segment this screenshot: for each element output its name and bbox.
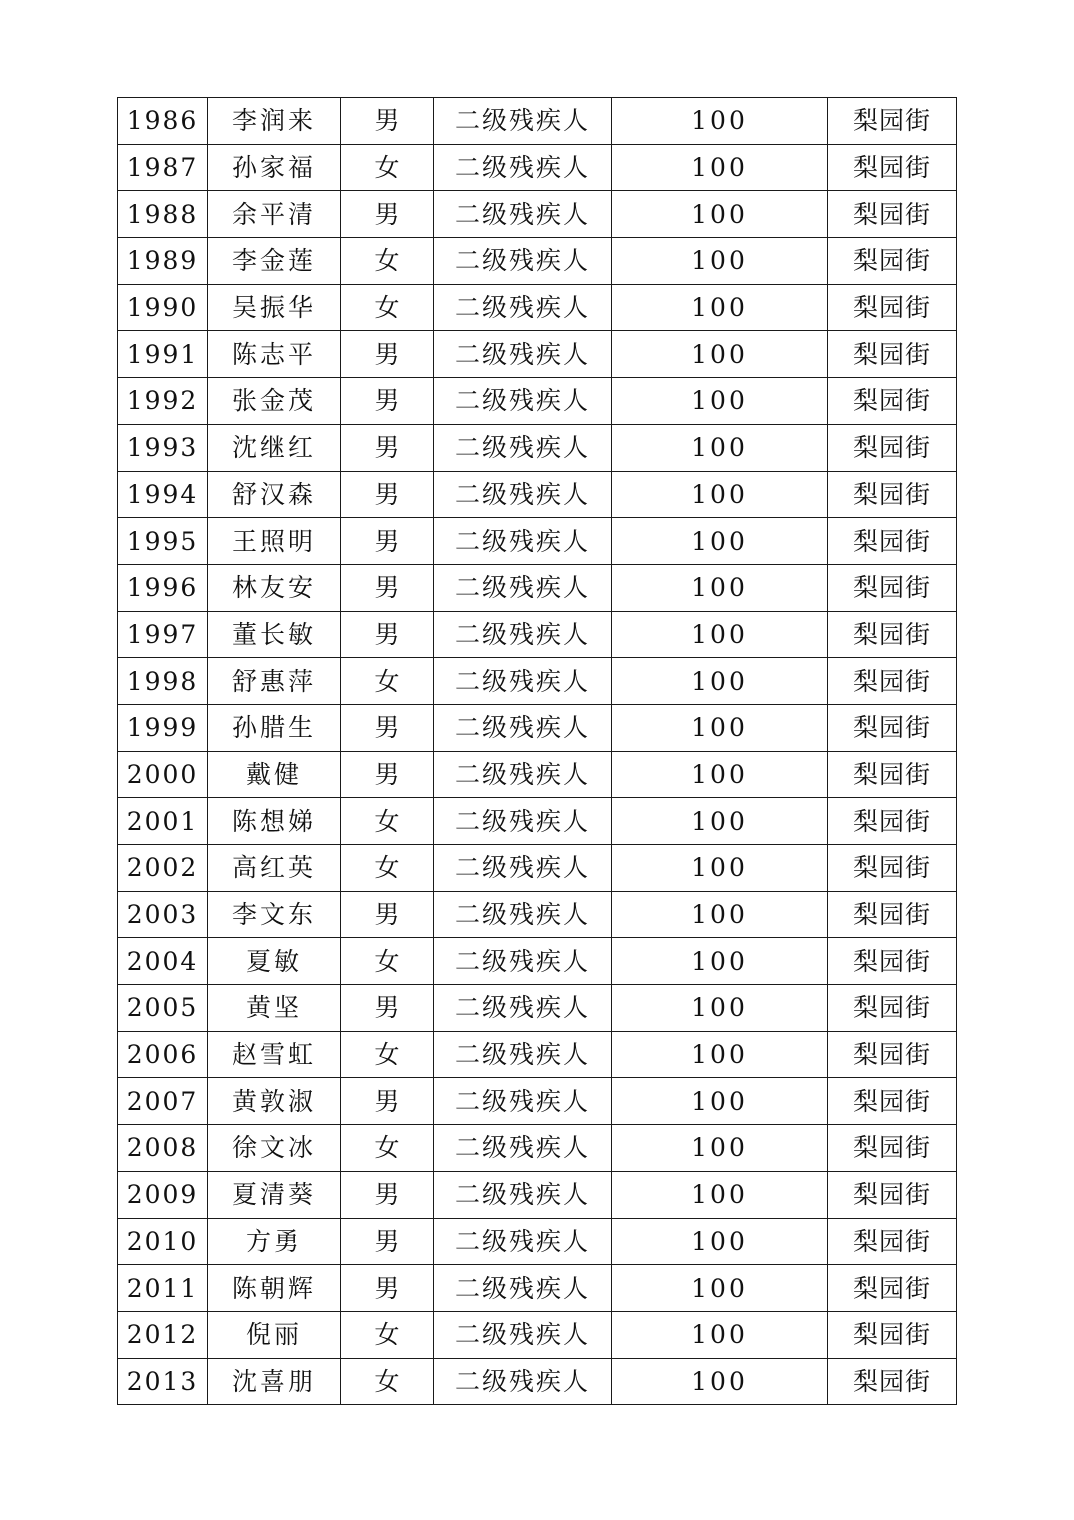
cell-disability-level: 二级残疾人 — [434, 238, 612, 285]
cell-street: 梨园街 — [828, 1078, 957, 1125]
cell-disability-level: 二级残疾人 — [434, 518, 612, 565]
cell-name: 方勇 — [208, 1218, 341, 1265]
cell-amount: 100 — [612, 798, 828, 845]
cell-gender: 女 — [341, 798, 434, 845]
table-row — [118, 518, 957, 565]
cell-disability-level: 二级残疾人 — [434, 1031, 612, 1078]
roster-table-body — [118, 98, 957, 1405]
cell-amount: 100 — [612, 1031, 828, 1078]
cell-name: 夏清葵 — [208, 1171, 341, 1218]
cell-amount: 100 — [612, 658, 828, 705]
cell-name: 余平清 — [208, 191, 341, 238]
table-row — [118, 1265, 957, 1312]
cell-street: 梨园街 — [828, 938, 957, 985]
cell-number: 2006 — [118, 1031, 208, 1078]
cell-name: 戴健 — [208, 751, 341, 798]
cell-number: 1990 — [118, 284, 208, 331]
cell-street: 梨园街 — [828, 564, 957, 611]
cell-gender: 女 — [341, 1311, 434, 1358]
cell-amount: 100 — [612, 191, 828, 238]
cell-gender: 女 — [341, 1031, 434, 1078]
table-row — [118, 1031, 957, 1078]
cell-street: 梨园街 — [828, 1265, 957, 1312]
cell-number: 1995 — [118, 518, 208, 565]
cell-gender: 男 — [341, 1218, 434, 1265]
cell-amount: 100 — [612, 704, 828, 751]
cell-disability-level: 二级残疾人 — [434, 1078, 612, 1125]
cell-disability-level: 二级残疾人 — [434, 144, 612, 191]
cell-amount: 100 — [612, 98, 828, 145]
table-row — [118, 704, 957, 751]
table-row — [118, 845, 957, 892]
cell-disability-level: 二级残疾人 — [434, 284, 612, 331]
cell-name: 倪丽 — [208, 1311, 341, 1358]
cell-amount: 100 — [612, 845, 828, 892]
cell-amount: 100 — [612, 284, 828, 331]
cell-disability-level: 二级残疾人 — [434, 751, 612, 798]
cell-street: 梨园街 — [828, 331, 957, 378]
cell-amount: 100 — [612, 238, 828, 285]
cell-name: 舒汉森 — [208, 471, 341, 518]
cell-street: 梨园街 — [828, 891, 957, 938]
cell-amount: 100 — [612, 1358, 828, 1405]
cell-amount: 100 — [612, 424, 828, 471]
table-row — [118, 1125, 957, 1172]
table-row — [118, 144, 957, 191]
cell-gender: 男 — [341, 704, 434, 751]
cell-disability-level: 二级残疾人 — [434, 1171, 612, 1218]
cell-gender: 男 — [341, 1078, 434, 1125]
cell-disability-level: 二级残疾人 — [434, 985, 612, 1032]
cell-name: 王照明 — [208, 518, 341, 565]
cell-name: 沈继红 — [208, 424, 341, 471]
cell-disability-level: 二级残疾人 — [434, 658, 612, 705]
cell-number: 2000 — [118, 751, 208, 798]
cell-street: 梨园街 — [828, 424, 957, 471]
cell-gender: 女 — [341, 1125, 434, 1172]
cell-gender: 男 — [341, 471, 434, 518]
cell-street: 梨园街 — [828, 1171, 957, 1218]
cell-street: 梨园街 — [828, 658, 957, 705]
cell-street: 梨园街 — [828, 144, 957, 191]
cell-street: 梨园街 — [828, 845, 957, 892]
cell-number: 2011 — [118, 1265, 208, 1312]
cell-amount: 100 — [612, 378, 828, 425]
cell-gender: 女 — [341, 658, 434, 705]
cell-name: 黄敦淑 — [208, 1078, 341, 1125]
cell-number: 2002 — [118, 845, 208, 892]
cell-name: 陈想娣 — [208, 798, 341, 845]
cell-number: 2008 — [118, 1125, 208, 1172]
table-row — [118, 751, 957, 798]
cell-street: 梨园街 — [828, 751, 957, 798]
cell-name: 徐文冰 — [208, 1125, 341, 1172]
cell-name: 舒惠萍 — [208, 658, 341, 705]
table-row — [118, 798, 957, 845]
cell-street: 梨园街 — [828, 985, 957, 1032]
cell-gender: 男 — [341, 424, 434, 471]
cell-disability-level: 二级残疾人 — [434, 845, 612, 892]
cell-name: 黄坚 — [208, 985, 341, 1032]
cell-amount: 100 — [612, 985, 828, 1032]
cell-gender: 男 — [341, 611, 434, 658]
cell-gender: 男 — [341, 1265, 434, 1312]
cell-street: 梨园街 — [828, 518, 957, 565]
cell-amount: 100 — [612, 891, 828, 938]
cell-number: 2003 — [118, 891, 208, 938]
table-row — [118, 1218, 957, 1265]
cell-number: 2010 — [118, 1218, 208, 1265]
cell-amount: 100 — [612, 518, 828, 565]
cell-gender: 男 — [341, 891, 434, 938]
cell-disability-level: 二级残疾人 — [434, 424, 612, 471]
cell-number: 2007 — [118, 1078, 208, 1125]
cell-street: 梨园街 — [828, 1218, 957, 1265]
cell-amount: 100 — [612, 471, 828, 518]
cell-name: 董长敏 — [208, 611, 341, 658]
cell-gender: 男 — [341, 331, 434, 378]
cell-number: 2001 — [118, 798, 208, 845]
table-row — [118, 891, 957, 938]
cell-street: 梨园街 — [828, 98, 957, 145]
cell-amount: 100 — [612, 611, 828, 658]
cell-number: 1998 — [118, 658, 208, 705]
cell-street: 梨园街 — [828, 611, 957, 658]
cell-gender: 男 — [341, 191, 434, 238]
cell-gender: 男 — [341, 98, 434, 145]
cell-name: 高红英 — [208, 845, 341, 892]
cell-disability-level: 二级残疾人 — [434, 1125, 612, 1172]
cell-number: 2012 — [118, 1311, 208, 1358]
cell-disability-level: 二级残疾人 — [434, 1311, 612, 1358]
cell-name: 孙腊生 — [208, 704, 341, 751]
cell-gender: 女 — [341, 938, 434, 985]
cell-number: 2004 — [118, 938, 208, 985]
cell-amount: 100 — [612, 751, 828, 798]
cell-number: 1988 — [118, 191, 208, 238]
cell-disability-level: 二级残疾人 — [434, 704, 612, 751]
cell-name: 孙家福 — [208, 144, 341, 191]
cell-gender: 男 — [341, 985, 434, 1032]
roster-table — [117, 97, 957, 1405]
table-row — [118, 985, 957, 1032]
cell-number: 1996 — [118, 564, 208, 611]
table-row — [118, 331, 957, 378]
table-row — [118, 1311, 957, 1358]
table-row — [118, 611, 957, 658]
cell-amount: 100 — [612, 1218, 828, 1265]
cell-street: 梨园街 — [828, 284, 957, 331]
table-row — [118, 98, 957, 145]
cell-number: 2013 — [118, 1358, 208, 1405]
cell-amount: 100 — [612, 1311, 828, 1358]
cell-street: 梨园街 — [828, 471, 957, 518]
cell-name: 陈朝辉 — [208, 1265, 341, 1312]
cell-disability-level: 二级残疾人 — [434, 564, 612, 611]
cell-gender: 女 — [341, 144, 434, 191]
cell-disability-level: 二级残疾人 — [434, 611, 612, 658]
cell-name: 夏敏 — [208, 938, 341, 985]
cell-name: 李文东 — [208, 891, 341, 938]
cell-disability-level: 二级残疾人 — [434, 1218, 612, 1265]
cell-amount: 100 — [612, 331, 828, 378]
cell-name: 张金茂 — [208, 378, 341, 425]
cell-gender: 女 — [341, 284, 434, 331]
cell-amount: 100 — [612, 1078, 828, 1125]
table-row — [118, 284, 957, 331]
cell-name: 陈志平 — [208, 331, 341, 378]
cell-number: 2009 — [118, 1171, 208, 1218]
table-row — [118, 238, 957, 285]
cell-gender: 男 — [341, 1171, 434, 1218]
cell-amount: 100 — [612, 1265, 828, 1312]
cell-gender: 男 — [341, 378, 434, 425]
table-row — [118, 1078, 957, 1125]
cell-name: 李润来 — [208, 98, 341, 145]
cell-number: 1999 — [118, 704, 208, 751]
cell-disability-level: 二级残疾人 — [434, 378, 612, 425]
table-row — [118, 191, 957, 238]
cell-number: 2005 — [118, 985, 208, 1032]
cell-name: 林友安 — [208, 564, 341, 611]
cell-amount: 100 — [612, 938, 828, 985]
cell-street: 梨园街 — [828, 1031, 957, 1078]
cell-number: 1997 — [118, 611, 208, 658]
cell-disability-level: 二级残疾人 — [434, 938, 612, 985]
cell-amount: 100 — [612, 564, 828, 611]
cell-name: 吴振华 — [208, 284, 341, 331]
cell-disability-level: 二级残疾人 — [434, 471, 612, 518]
cell-amount: 100 — [612, 1171, 828, 1218]
table-row — [118, 378, 957, 425]
cell-name: 李金莲 — [208, 238, 341, 285]
cell-name: 赵雪虹 — [208, 1031, 341, 1078]
table-row — [118, 1171, 957, 1218]
table-row — [118, 564, 957, 611]
cell-number: 1992 — [118, 378, 208, 425]
table-row — [118, 658, 957, 705]
cell-gender: 女 — [341, 238, 434, 285]
cell-amount: 100 — [612, 144, 828, 191]
cell-number: 1994 — [118, 471, 208, 518]
cell-street: 梨园街 — [828, 1311, 957, 1358]
cell-name: 沈喜朋 — [208, 1358, 341, 1405]
cell-street: 梨园街 — [828, 1358, 957, 1405]
cell-gender: 男 — [341, 751, 434, 798]
table-row — [118, 471, 957, 518]
cell-street: 梨园街 — [828, 191, 957, 238]
cell-number: 1991 — [118, 331, 208, 378]
table-row — [118, 938, 957, 985]
cell-gender: 男 — [341, 564, 434, 611]
cell-street: 梨园街 — [828, 238, 957, 285]
cell-street: 梨园街 — [828, 798, 957, 845]
cell-disability-level: 二级残疾人 — [434, 1358, 612, 1405]
cell-gender: 男 — [341, 518, 434, 565]
table-row — [118, 1358, 957, 1405]
cell-disability-level: 二级残疾人 — [434, 98, 612, 145]
cell-disability-level: 二级残疾人 — [434, 331, 612, 378]
table-row — [118, 424, 957, 471]
cell-street: 梨园街 — [828, 378, 957, 425]
cell-number: 1987 — [118, 144, 208, 191]
cell-number: 1989 — [118, 238, 208, 285]
cell-number: 1986 — [118, 98, 208, 145]
cell-disability-level: 二级残疾人 — [434, 891, 612, 938]
cell-disability-level: 二级残疾人 — [434, 798, 612, 845]
cell-number: 1993 — [118, 424, 208, 471]
cell-street: 梨园街 — [828, 704, 957, 751]
cell-gender: 女 — [341, 1358, 434, 1405]
cell-street: 梨园街 — [828, 1125, 957, 1172]
cell-gender: 女 — [341, 845, 434, 892]
cell-amount: 100 — [612, 1125, 828, 1172]
cell-disability-level: 二级残疾人 — [434, 191, 612, 238]
cell-disability-level: 二级残疾人 — [434, 1265, 612, 1312]
